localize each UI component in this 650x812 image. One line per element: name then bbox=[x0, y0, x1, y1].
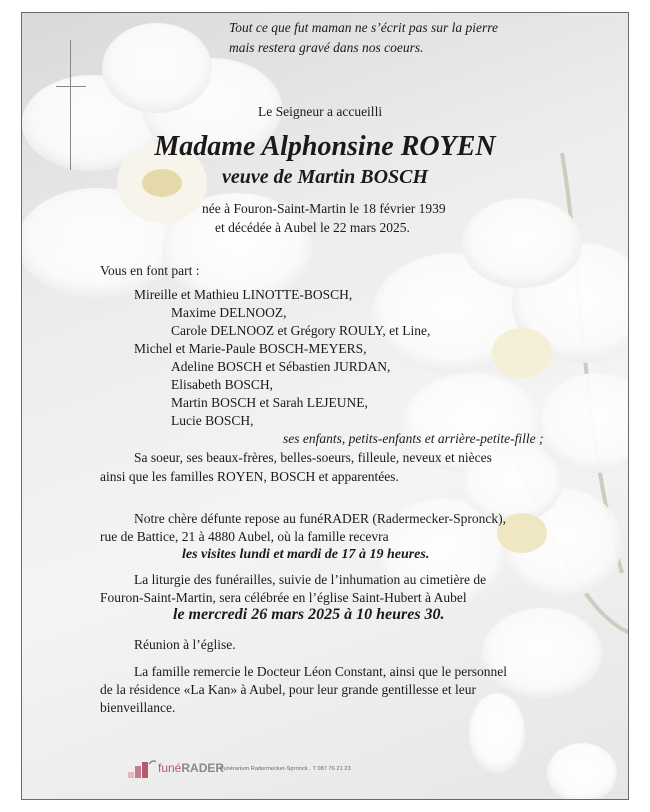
family-member: Lucie BOSCH, bbox=[171, 413, 254, 428]
funeral-line-1: La liturgie des funérailles, suivie de l’inhumation au cimetière de bbox=[134, 572, 487, 587]
family-member: Mireille et Mathieu LINOTTE-BOSCH, bbox=[134, 287, 353, 302]
funeral-line-2: Fouron-Saint-Martin, sera célébrée en l’église Saint-Hubert à Aubel bbox=[100, 590, 467, 605]
funerader-logo-icon bbox=[128, 758, 156, 780]
family-member: Elisabeth BOSCH, bbox=[171, 377, 274, 392]
birth-line: née à Fouron-Saint-Martin le 18 février 1939 bbox=[202, 201, 446, 216]
announcers-heading: Vous en font part : bbox=[100, 263, 200, 278]
death-line: et décédée à Aubel le 22 mars 2025. bbox=[215, 220, 410, 235]
quote-line-1: Tout ce que fut maman ne s’écrit pas sur la pierre bbox=[229, 20, 498, 35]
orchid-flower-lower bbox=[377, 443, 622, 698]
intro-text: Le Seigneur a accueilli bbox=[258, 104, 383, 119]
thanks-line-3: bienveillance. bbox=[100, 700, 176, 715]
visitation-hours: les visites lundi et mardi de 17 à 19 heures. bbox=[182, 547, 430, 562]
family-member: Carole DELNOOZ et Grégory ROULY, et Line, bbox=[171, 323, 431, 338]
others-line-1: Sa soeur, ses beaux-frères, belles-soeurs, filleule, neveux et nièces bbox=[134, 450, 492, 465]
quote-line-2: mais restera gravé dans nos coeurs. bbox=[229, 40, 424, 55]
family-member: Adeline BOSCH et Sébastien JURDAN, bbox=[171, 359, 391, 374]
family-member: Michel et Marie-Paule BOSCH-MEYERS, bbox=[134, 341, 367, 356]
others-line-2: ainsi que les familles ROYEN, BOSCH et apparentées. bbox=[100, 469, 399, 484]
funerader-subtitle: Funérarium Radermecker-Spronck . T 087 76 21 23 bbox=[220, 766, 351, 772]
deceased-name: Madame Alphonsine ROYEN bbox=[154, 131, 496, 162]
reunion-text: Réunion à l’église. bbox=[134, 637, 236, 652]
family-member: Martin BOSCH et Sarah LEJEUNE, bbox=[171, 395, 368, 410]
funerader-brand: funéRADER bbox=[158, 761, 225, 775]
widow-of: veuve de Martin BOSCH bbox=[221, 166, 429, 188]
family-relation: ses enfants, petits-enfants et arrière-petite-fille ; bbox=[283, 431, 544, 446]
epitaph-quote bbox=[229, 18, 498, 58]
visitation-line-2: rue de Battice, 21 à 4880 Aubel, où la famille recevra bbox=[100, 529, 389, 544]
family-member: Maxime DELNOOZ, bbox=[171, 305, 287, 320]
thanks-line-2: de la résidence «La Kan» à Aubel, pour leur grande gentillesse et leur bbox=[100, 682, 476, 697]
thanks-line-1: La famille remercie le Docteur Léon Constant, ainsi que le personnel bbox=[134, 664, 507, 679]
visitation-line-1: Notre chère défunte repose au funéRADER (Radermecker-Spronck), bbox=[134, 511, 506, 526]
funeral-date: le mercredi 26 mars 2025 à 10 heures 30. bbox=[173, 606, 445, 623]
